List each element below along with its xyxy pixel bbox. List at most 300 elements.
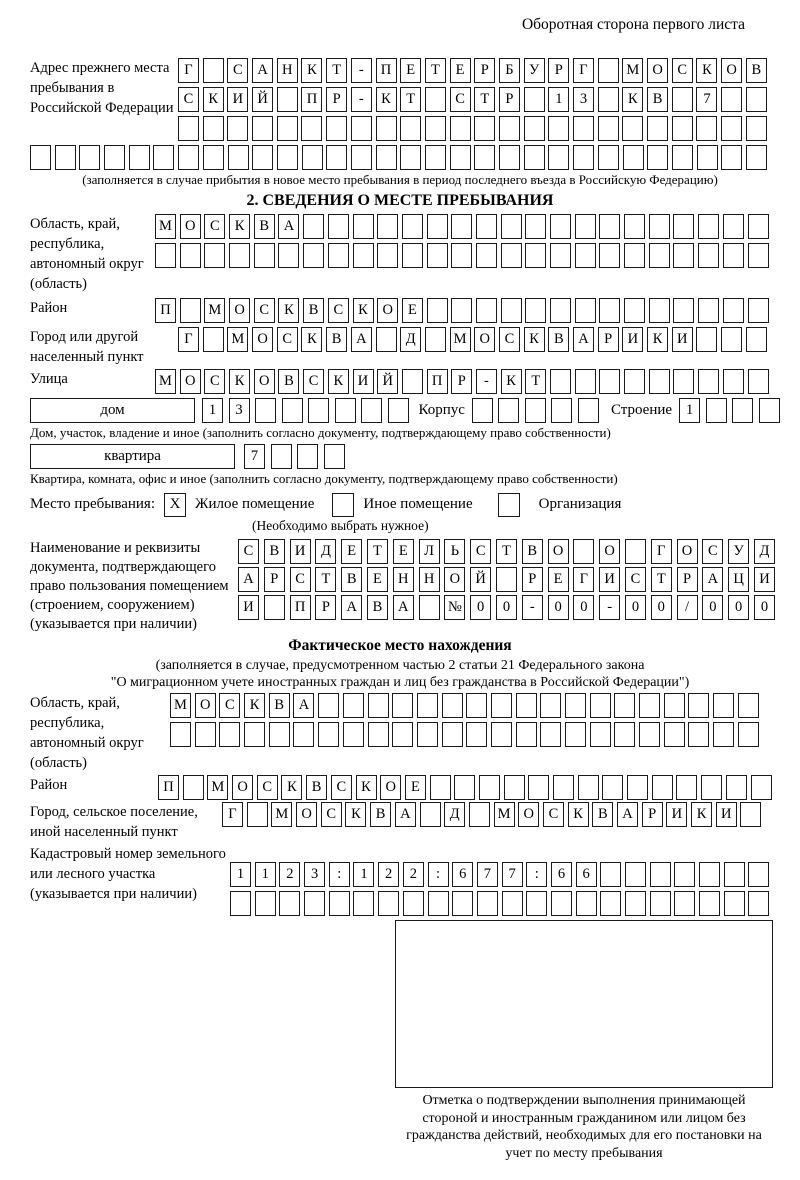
char-box[interactable]	[501, 243, 522, 268]
char-box[interactable]	[420, 802, 441, 827]
char-box[interactable]: 2	[403, 862, 424, 887]
char-box[interactable]	[329, 891, 350, 916]
char-box[interactable]	[624, 298, 645, 323]
char-box[interactable]: Н	[393, 567, 414, 592]
char-box[interactable]: О	[548, 539, 569, 564]
char-box[interactable]	[428, 891, 449, 916]
char-box[interactable]	[713, 722, 734, 747]
char-box[interactable]: :	[329, 862, 350, 887]
char-box[interactable]: С	[219, 693, 240, 718]
char-box[interactable]: Д	[400, 327, 421, 352]
char-box[interactable]: -	[351, 87, 372, 112]
char-box[interactable]	[528, 775, 549, 800]
char-box[interactable]	[451, 214, 472, 239]
char-box[interactable]: О	[180, 369, 201, 394]
char-box[interactable]	[649, 298, 670, 323]
char-box[interactable]	[335, 398, 356, 423]
char-box[interactable]: С	[328, 298, 349, 323]
char-box[interactable]	[499, 145, 520, 170]
char-box[interactable]	[578, 398, 599, 423]
char-box[interactable]: 1	[202, 398, 223, 423]
char-box[interactable]	[308, 398, 329, 423]
char-box[interactable]: С	[499, 327, 520, 352]
char-box[interactable]	[501, 214, 522, 239]
char-box[interactable]	[575, 243, 596, 268]
char-box[interactable]: С	[277, 327, 298, 352]
char-box[interactable]: /	[677, 595, 698, 620]
char-box[interactable]: В	[746, 58, 767, 83]
char-box[interactable]	[721, 87, 742, 112]
char-box[interactable]: О	[647, 58, 668, 83]
char-box[interactable]	[204, 243, 225, 268]
char-box[interactable]: Р	[598, 327, 619, 352]
char-box[interactable]: Н	[277, 58, 298, 83]
char-box[interactable]	[723, 214, 744, 239]
char-box[interactable]	[673, 214, 694, 239]
char-box[interactable]	[178, 145, 199, 170]
char-box[interactable]	[30, 145, 51, 170]
char-box[interactable]	[466, 693, 487, 718]
char-box[interactable]: С	[303, 369, 324, 394]
char-box[interactable]	[625, 539, 646, 564]
char-box[interactable]: О	[229, 298, 250, 323]
char-box[interactable]	[699, 862, 720, 887]
char-box[interactable]: Й	[252, 87, 273, 112]
char-box[interactable]: В	[341, 567, 362, 592]
char-box[interactable]	[277, 87, 298, 112]
char-box[interactable]	[647, 116, 668, 141]
char-box[interactable]	[343, 722, 364, 747]
char-box[interactable]: М	[227, 327, 248, 352]
char-box[interactable]: К	[568, 802, 589, 827]
char-box[interactable]: К	[345, 802, 366, 827]
char-box[interactable]: А	[252, 58, 273, 83]
char-box[interactable]	[402, 369, 423, 394]
char-box[interactable]	[590, 693, 611, 718]
char-box[interactable]: П	[290, 595, 311, 620]
char-box[interactable]	[353, 891, 374, 916]
char-box[interactable]	[673, 369, 694, 394]
char-box[interactable]	[599, 369, 620, 394]
char-box[interactable]	[540, 722, 561, 747]
char-box[interactable]	[614, 693, 635, 718]
char-box[interactable]	[430, 775, 451, 800]
char-box[interactable]	[442, 722, 463, 747]
char-box[interactable]: 0	[702, 595, 723, 620]
char-box[interactable]: -	[351, 58, 372, 83]
char-box[interactable]: М	[271, 802, 292, 827]
char-box[interactable]: 3	[573, 87, 594, 112]
char-box[interactable]: 6	[452, 862, 473, 887]
char-box[interactable]	[599, 214, 620, 239]
char-box[interactable]: С	[625, 567, 646, 592]
char-box[interactable]	[378, 891, 399, 916]
char-box[interactable]: К	[301, 58, 322, 83]
char-box[interactable]: В	[264, 539, 285, 564]
char-box[interactable]: Е	[400, 58, 421, 83]
char-box[interactable]: И	[716, 802, 737, 827]
char-box[interactable]	[392, 722, 413, 747]
char-box[interactable]	[699, 891, 720, 916]
char-box[interactable]: -	[522, 595, 543, 620]
char-box[interactable]: У	[728, 539, 749, 564]
char-box[interactable]	[639, 722, 660, 747]
char-box[interactable]	[598, 145, 619, 170]
char-box[interactable]: И	[672, 327, 693, 352]
char-box[interactable]	[674, 891, 695, 916]
char-box[interactable]: К	[203, 87, 224, 112]
char-box[interactable]: К	[229, 369, 250, 394]
char-box[interactable]	[203, 58, 224, 83]
char-box[interactable]	[297, 444, 318, 469]
char-box[interactable]	[501, 298, 522, 323]
char-box[interactable]	[474, 145, 495, 170]
char-box[interactable]: С	[257, 775, 278, 800]
char-box[interactable]: Е	[548, 567, 569, 592]
char-box[interactable]	[388, 398, 409, 423]
char-box[interactable]	[688, 693, 709, 718]
char-box[interactable]: Т	[315, 567, 336, 592]
char-box[interactable]: 3	[304, 862, 325, 887]
char-box[interactable]: В	[522, 539, 543, 564]
char-box[interactable]	[614, 722, 635, 747]
char-box[interactable]	[550, 369, 571, 394]
char-box[interactable]	[724, 891, 745, 916]
char-box[interactable]: 7	[502, 862, 523, 887]
char-box[interactable]	[402, 214, 423, 239]
char-box[interactable]: Ь	[444, 539, 465, 564]
char-box[interactable]: О	[474, 327, 495, 352]
char-box[interactable]: :	[526, 862, 547, 887]
char-box[interactable]	[377, 243, 398, 268]
char-box[interactable]	[180, 243, 201, 268]
char-box[interactable]	[303, 243, 324, 268]
char-box[interactable]	[377, 214, 398, 239]
char-box[interactable]: С	[227, 58, 248, 83]
char-box[interactable]: К	[229, 214, 250, 239]
char-box[interactable]	[504, 775, 525, 800]
char-box[interactable]: И	[754, 567, 775, 592]
char-box[interactable]	[723, 369, 744, 394]
char-box[interactable]	[451, 243, 472, 268]
char-box[interactable]: И	[599, 567, 620, 592]
char-box[interactable]: И	[238, 595, 259, 620]
char-box[interactable]	[748, 369, 769, 394]
char-box[interactable]: Р	[548, 58, 569, 83]
char-box[interactable]: Е	[393, 539, 414, 564]
char-box[interactable]	[525, 214, 546, 239]
char-box[interactable]	[474, 116, 495, 141]
char-box[interactable]	[502, 891, 523, 916]
char-box[interactable]	[748, 891, 769, 916]
char-box[interactable]	[625, 891, 646, 916]
char-box[interactable]	[318, 722, 339, 747]
char-box[interactable]: Т	[326, 58, 347, 83]
char-box[interactable]: Р	[677, 567, 698, 592]
char-box[interactable]	[590, 722, 611, 747]
char-box[interactable]: Е	[367, 567, 388, 592]
char-box[interactable]	[746, 116, 767, 141]
char-box[interactable]: Г	[651, 539, 672, 564]
char-box[interactable]	[326, 145, 347, 170]
char-box[interactable]: В	[269, 693, 290, 718]
char-box[interactable]	[452, 891, 473, 916]
char-box[interactable]: В	[303, 298, 324, 323]
char-box[interactable]: И	[353, 369, 374, 394]
char-box[interactable]	[721, 116, 742, 141]
char-box[interactable]	[153, 145, 174, 170]
char-box[interactable]	[425, 116, 446, 141]
char-box[interactable]	[672, 87, 693, 112]
char-box[interactable]	[264, 595, 285, 620]
char-box[interactable]: Д	[315, 539, 336, 564]
char-box[interactable]: У	[524, 58, 545, 83]
char-box[interactable]	[343, 693, 364, 718]
char-box[interactable]	[324, 444, 345, 469]
char-box[interactable]: Е	[405, 775, 426, 800]
char-box[interactable]: М	[170, 693, 191, 718]
char-box[interactable]: А	[278, 214, 299, 239]
char-box[interactable]: Т	[367, 539, 388, 564]
char-box[interactable]: 1	[679, 398, 700, 423]
char-box[interactable]	[649, 369, 670, 394]
char-box[interactable]: В	[326, 327, 347, 352]
char-box[interactable]	[499, 116, 520, 141]
char-box[interactable]	[403, 891, 424, 916]
char-box[interactable]	[698, 298, 719, 323]
char-box[interactable]	[548, 145, 569, 170]
char-box[interactable]: Т	[496, 539, 517, 564]
char-box[interactable]	[351, 116, 372, 141]
char-box[interactable]: К	[376, 87, 397, 112]
char-box[interactable]	[551, 891, 572, 916]
char-box[interactable]: К	[691, 802, 712, 827]
char-box[interactable]: Р	[522, 567, 543, 592]
char-box[interactable]	[302, 145, 323, 170]
char-box[interactable]: Т	[474, 87, 495, 112]
char-box[interactable]	[230, 891, 251, 916]
char-box[interactable]	[227, 116, 248, 141]
char-box[interactable]	[129, 145, 150, 170]
char-box[interactable]: О	[195, 693, 216, 718]
char-box[interactable]	[466, 722, 487, 747]
char-box[interactable]	[183, 775, 204, 800]
char-box[interactable]	[293, 722, 314, 747]
char-box[interactable]	[353, 214, 374, 239]
char-box[interactable]	[477, 891, 498, 916]
char-box[interactable]	[723, 243, 744, 268]
char-box[interactable]	[524, 116, 545, 141]
char-box[interactable]: В	[367, 595, 388, 620]
char-box[interactable]	[723, 298, 744, 323]
char-box[interactable]: С	[543, 802, 564, 827]
char-box[interactable]: 0	[625, 595, 646, 620]
char-box[interactable]	[427, 243, 448, 268]
char-box[interactable]	[203, 145, 224, 170]
char-box[interactable]: А	[395, 802, 416, 827]
char-box[interactable]: 1	[353, 862, 374, 887]
char-box[interactable]: К	[622, 87, 643, 112]
char-box[interactable]: 0	[470, 595, 491, 620]
char-box[interactable]: -	[599, 595, 620, 620]
char-box[interactable]: К	[647, 327, 668, 352]
char-box[interactable]: А	[617, 802, 638, 827]
char-box[interactable]: П	[376, 58, 397, 83]
char-box[interactable]	[698, 243, 719, 268]
char-box[interactable]	[516, 693, 537, 718]
char-box[interactable]	[748, 862, 769, 887]
char-box[interactable]	[402, 243, 423, 268]
char-box[interactable]: О	[721, 58, 742, 83]
char-box[interactable]: О	[180, 214, 201, 239]
char-box[interactable]: 1	[548, 87, 569, 112]
char-box[interactable]	[672, 116, 693, 141]
char-box[interactable]	[573, 539, 594, 564]
char-box[interactable]	[328, 214, 349, 239]
char-box[interactable]	[526, 891, 547, 916]
char-box[interactable]	[219, 722, 240, 747]
char-box[interactable]: С	[672, 58, 693, 83]
char-box[interactable]	[427, 298, 448, 323]
char-box[interactable]	[203, 116, 224, 141]
char-box[interactable]: О	[252, 327, 273, 352]
char-box[interactable]	[721, 145, 742, 170]
char-box[interactable]	[578, 775, 599, 800]
char-box[interactable]: 0	[548, 595, 569, 620]
char-box[interactable]: С	[450, 87, 471, 112]
char-box[interactable]: К	[356, 775, 377, 800]
char-box[interactable]: О	[254, 369, 275, 394]
char-box[interactable]	[195, 722, 216, 747]
char-box[interactable]	[565, 693, 586, 718]
char-box[interactable]: А	[702, 567, 723, 592]
char-box[interactable]: О	[599, 539, 620, 564]
char-box[interactable]: П	[155, 298, 176, 323]
char-box[interactable]	[351, 145, 372, 170]
char-box[interactable]: О	[296, 802, 317, 827]
char-box[interactable]	[602, 775, 623, 800]
char-box[interactable]	[252, 145, 273, 170]
char-box[interactable]: А	[341, 595, 362, 620]
char-box[interactable]: Ц	[728, 567, 749, 592]
char-box[interactable]	[550, 214, 571, 239]
char-box[interactable]	[623, 145, 644, 170]
char-box[interactable]	[228, 145, 249, 170]
char-box[interactable]: С	[204, 369, 225, 394]
char-box[interactable]: 6	[576, 862, 597, 887]
char-box[interactable]	[469, 802, 490, 827]
char-box[interactable]: П	[301, 87, 322, 112]
char-box[interactable]: С	[702, 539, 723, 564]
char-box[interactable]: 1	[230, 862, 251, 887]
char-box[interactable]	[647, 145, 668, 170]
char-box[interactable]	[525, 243, 546, 268]
char-box[interactable]: С	[290, 567, 311, 592]
char-box[interactable]: Е	[341, 539, 362, 564]
char-box[interactable]	[575, 369, 596, 394]
char-box[interactable]	[254, 243, 275, 268]
char-box[interactable]: К	[524, 327, 545, 352]
char-box[interactable]: Г	[178, 327, 199, 352]
char-box[interactable]: Т	[425, 58, 446, 83]
char-box[interactable]	[353, 243, 374, 268]
char-box[interactable]	[55, 145, 76, 170]
char-box[interactable]	[701, 775, 722, 800]
char-box[interactable]: А	[351, 327, 372, 352]
char-box[interactable]	[598, 87, 619, 112]
char-box[interactable]	[599, 243, 620, 268]
char-box[interactable]	[451, 298, 472, 323]
char-box[interactable]: 2	[378, 862, 399, 887]
char-box[interactable]: 7	[244, 444, 265, 469]
char-box[interactable]	[104, 145, 125, 170]
char-box[interactable]: Й	[470, 567, 491, 592]
char-box[interactable]: В	[592, 802, 613, 827]
char-box[interactable]	[548, 116, 569, 141]
char-box[interactable]	[624, 369, 645, 394]
char-box[interactable]	[550, 298, 571, 323]
char-box[interactable]	[688, 722, 709, 747]
char-box[interactable]: И	[227, 87, 248, 112]
char-box[interactable]: П	[427, 369, 448, 394]
char-box[interactable]	[252, 116, 273, 141]
char-box[interactable]: 2	[279, 862, 300, 887]
char-box[interactable]	[229, 243, 250, 268]
char-box[interactable]	[244, 722, 265, 747]
char-box[interactable]	[650, 891, 671, 916]
char-box[interactable]	[427, 214, 448, 239]
char-box[interactable]	[524, 145, 545, 170]
char-box[interactable]	[624, 243, 645, 268]
char-box[interactable]: С	[178, 87, 199, 112]
char-box[interactable]: 1	[255, 862, 276, 887]
char-box[interactable]	[649, 243, 670, 268]
char-box[interactable]	[748, 214, 769, 239]
char-box[interactable]: М	[155, 369, 176, 394]
char-box[interactable]: М	[204, 298, 225, 323]
char-box[interactable]	[376, 145, 397, 170]
char-box[interactable]: Е	[402, 298, 423, 323]
char-box[interactable]	[368, 693, 389, 718]
char-box[interactable]: К	[278, 298, 299, 323]
char-box[interactable]: Б	[499, 58, 520, 83]
char-box[interactable]: О	[444, 567, 465, 592]
char-box[interactable]	[652, 775, 673, 800]
char-box[interactable]: Г	[573, 58, 594, 83]
char-box[interactable]: И	[622, 327, 643, 352]
char-box[interactable]	[417, 693, 438, 718]
char-box[interactable]	[368, 722, 389, 747]
char-box[interactable]	[203, 327, 224, 352]
char-box[interactable]: С	[238, 539, 259, 564]
char-box[interactable]	[516, 722, 537, 747]
char-box[interactable]	[738, 693, 759, 718]
char-box[interactable]	[575, 214, 596, 239]
char-box[interactable]	[255, 398, 276, 423]
char-box[interactable]	[759, 398, 780, 423]
char-box[interactable]: О	[677, 539, 698, 564]
char-box[interactable]: М	[155, 214, 176, 239]
char-box[interactable]	[278, 243, 299, 268]
char-box[interactable]: -	[476, 369, 497, 394]
char-box[interactable]	[726, 775, 747, 800]
char-box[interactable]: Й	[377, 369, 398, 394]
char-box[interactable]: Л	[419, 539, 440, 564]
char-box[interactable]	[740, 802, 761, 827]
char-box[interactable]	[713, 693, 734, 718]
char-box[interactable]	[746, 87, 767, 112]
char-box[interactable]: Г	[573, 567, 594, 592]
